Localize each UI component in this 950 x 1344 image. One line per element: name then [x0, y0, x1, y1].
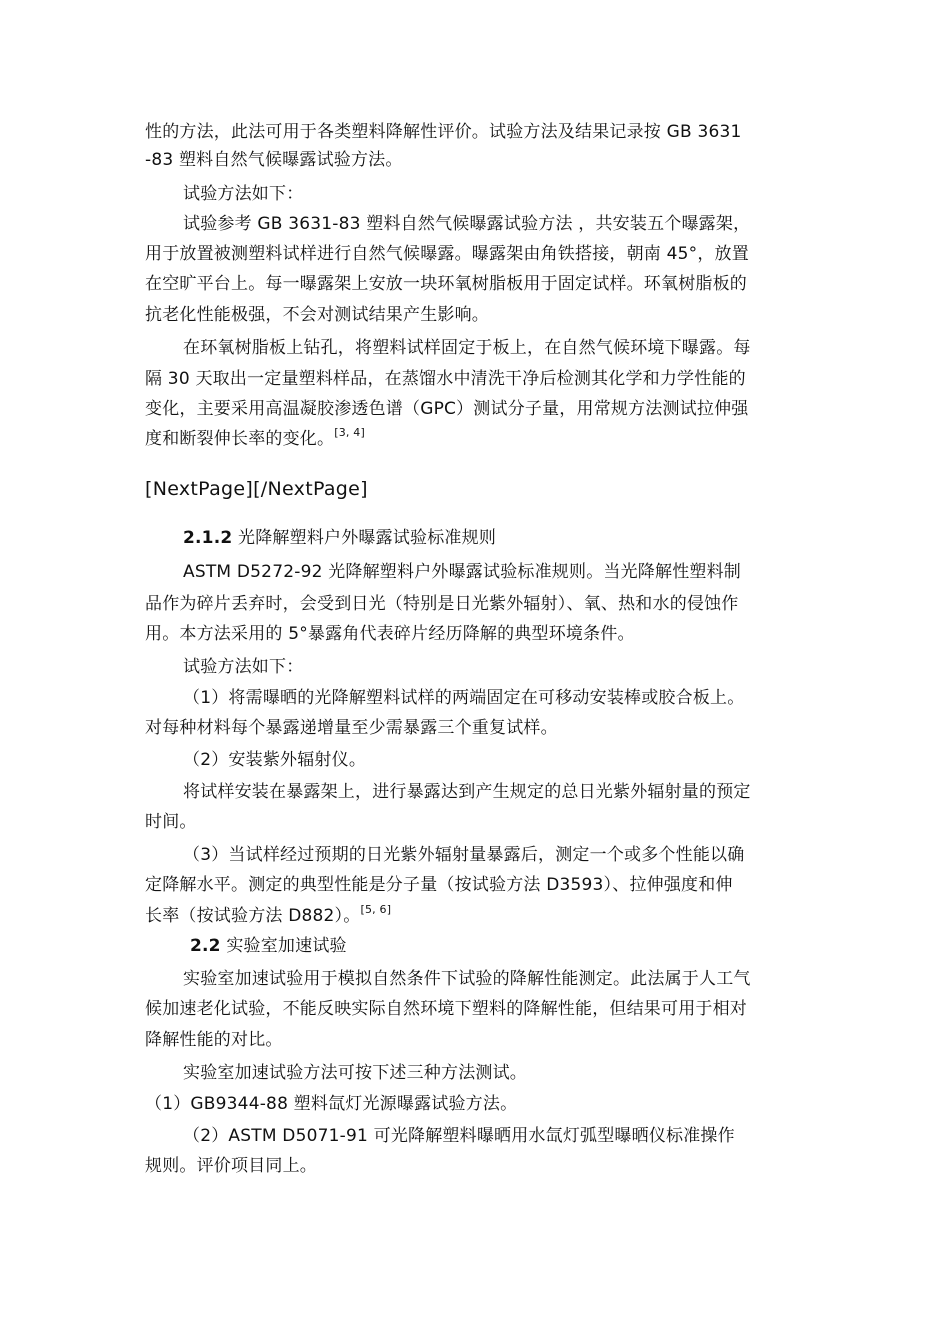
text-line: （2）ASTM D5071-91 可光降解塑料曝晒用水氙灯弧型曝晒仪标准操作 [183, 1126, 735, 1146]
citation-ref: [5, 6] [360, 903, 392, 916]
section-title: 光降解塑料户外曝露试验标准规则 [238, 528, 497, 548]
text-line: 在空旷平台上。每一曝露架上安放一块环氧树脂板用于固定试样。环氧树脂板的 [145, 274, 747, 294]
text-line: （3）当试样经过预期的日光紫外辐射量暴露后，测定一个或多个性能以确 [183, 845, 745, 865]
text-line: 隔 30 天取出一定量塑料样品，在蒸馏水中清洗干净后检测其化学和力学性能的 [145, 369, 746, 389]
text-line: 品作为碎片丢弃时，会受到日光（特别是日光紫外辐射）、氧、热和水的侵蚀作 [145, 594, 739, 614]
text-line: 将试样安装在暴露架上，进行暴露达到产生规定的总日光紫外辐射量的预定 [183, 782, 751, 802]
section-number: 2.2 [190, 936, 221, 956]
text-line: 用于放置被测塑料试样进行自然气候曝露。曝露架由角铁搭接，朝南 45°，放置 [145, 244, 749, 264]
text-line: 时间。 [145, 812, 197, 832]
text-line: （2）安装紫外辐射仪。 [183, 750, 367, 770]
text-line: 在环氧树脂板上钻孔，将塑料试样固定于板上，在自然气候环境下曝露。每 [183, 338, 751, 358]
section-heading [183, 526, 496, 550]
section-number: 2.1.2 [183, 528, 233, 548]
text-line-with-ref [145, 904, 391, 928]
text-line: 实验室加速试验用于模拟自然条件下试验的降解性能测定。此法属于人工气 [183, 969, 751, 989]
text-line: 定降解水平。测定的典型性能是分子量（按试验方法 D3593）、拉伸强度和伸 [145, 875, 733, 895]
text-line: 用。本方法采用的 5°暴露角代表碎片经历降解的典型环境条件。 [145, 624, 635, 644]
text-line: 试验参考 GB 3631-83 塑料自然气候曝露试验方法 ，共安装五个曝露架， [183, 214, 751, 234]
text-line: （1）GB9344-88 塑料氙灯光源曝露试验方法。 [145, 1094, 518, 1114]
text-line: -83 塑料自然气候曝露试验方法。 [145, 150, 403, 170]
text-line: 实验室加速试验方法可按下述三种方法测试。 [183, 1063, 527, 1083]
citation-ref: [3, 4] [334, 426, 365, 439]
text-line: 试验方法如下： [183, 184, 304, 204]
text-line: 抗老化性能极强，不会对测试结果产生影响。 [145, 305, 489, 325]
text-line-with-ref [145, 427, 365, 451]
text-line: （1）将需曝晒的光降解塑料试样的两端固定在可移动安装棒或胶合板上。 [183, 688, 745, 708]
text-line: 降解性能的对比。 [145, 1030, 283, 1050]
section-heading [190, 934, 347, 958]
text-line: 变化，主要采用高温凝胶渗透色谱（GPC）测试分子量，用常规方法测试拉伸强 [145, 399, 749, 419]
text-line: 对每种材料每个暴露递增量至少需暴露三个重复试样。 [145, 718, 558, 738]
text-segment: 度和断裂伸长率的变化。 [145, 429, 335, 449]
text-line: 性的方法，此法可用于各类塑料降解性评价。试验方法及结果记录按 GB 3631 [145, 122, 742, 142]
text-line: 候加速老化试验，不能反映实际自然环境下塑料的降解性能，但结果可用于相对 [145, 999, 747, 1019]
section-title: 实验室加速试验 [226, 936, 347, 956]
text-segment: 长率（按试验方法 D882）。 [145, 906, 361, 926]
text-line: 规则。评价项目同上。 [145, 1156, 317, 1176]
text-line: ASTM D5272-92 光降解塑料户外曝露试验标准规则。当光降解性塑料制 [183, 562, 741, 582]
nextpage-marker: [NextPage][/NextPage] [145, 478, 368, 500]
text-line: 试验方法如下： [183, 657, 304, 677]
